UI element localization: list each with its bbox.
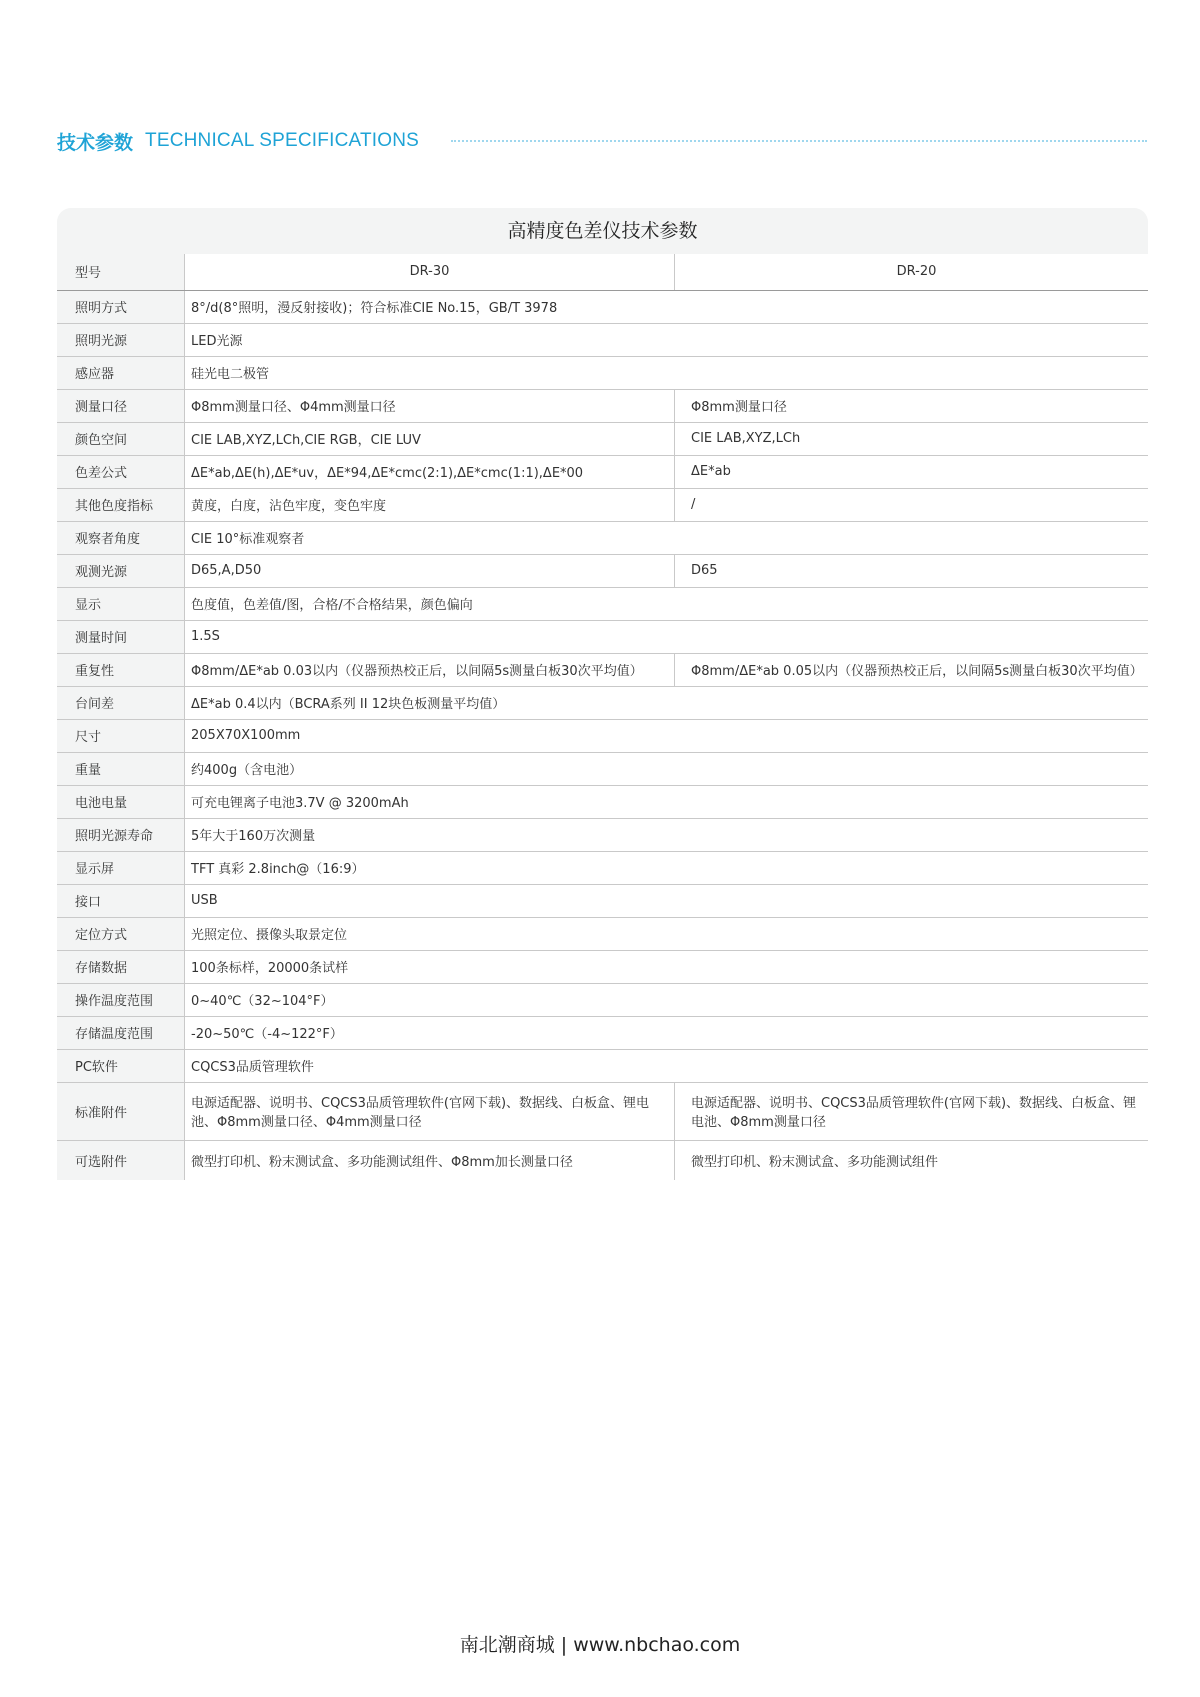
row-label: 测量时间 (57, 620, 185, 653)
row-label: 色差公式 (57, 455, 185, 488)
row-label: 照明方式 (57, 290, 185, 323)
footer-brand: 南北潮商城 | www.nbchao.com (459, 1634, 741, 1656)
row-label: 尺寸 (57, 719, 185, 752)
spec-row (57, 620, 1148, 653)
row-value-dr20: 电源适配器、说明书、CQCS3品质管理软件(官网下载)、数据线、白板盒、锂电池、Φ8mm测量口径 (675, 1082, 1149, 1140)
row-value-shared: ΔE*ab 0.4以内（BCRA系列 II 12块色板测量平均值） (185, 686, 1149, 719)
spec-row (57, 1082, 1148, 1140)
row-label: 观察者角度 (57, 521, 185, 554)
spec-row (57, 653, 1148, 686)
row-label: 颜色空间 (57, 422, 185, 455)
row-label: 型号 (57, 254, 185, 290)
row-value-dr30: Φ8mm/ΔE*ab 0.03以内（仪器预热校正后，以间隔5s测量白板30次平均值） (185, 653, 675, 686)
spec-table (57, 254, 1148, 1180)
spec-row (57, 719, 1148, 752)
section-title-en: TECHNICAL SPECIFICATIONS (145, 130, 420, 151)
spec-row (57, 851, 1148, 884)
row-value-shared: 8°/d(8°照明，漫反射接收)；符合标准CIE No.15，GB/T 3978 (185, 290, 1149, 323)
row-label: PC软件 (57, 1049, 185, 1082)
row-label: 存储数据 (57, 950, 185, 983)
spec-row (57, 422, 1148, 455)
row-value-dr20: CIE LAB,XYZ,LCh (675, 422, 1149, 455)
row-label: 存储温度范围 (57, 1016, 185, 1049)
spec-row (57, 323, 1148, 356)
row-label: 电池电量 (57, 785, 185, 818)
row-value-dr20: D65 (675, 554, 1149, 587)
row-value-shared: 可充电锂离子电池3.7V @ 3200mAh (185, 785, 1149, 818)
spec-row (57, 521, 1148, 554)
row-label: 定位方式 (57, 917, 185, 950)
row-value-shared: 1.5S (185, 620, 1149, 653)
row-value-dr30: D65,A,D50 (185, 554, 675, 587)
spec-row (57, 587, 1148, 620)
dotted-divider (451, 140, 1147, 142)
spec-row (57, 356, 1148, 389)
row-value-shared: 0~40℃（32~104°F） (185, 983, 1149, 1016)
spec-row (57, 818, 1148, 851)
spec-row (57, 554, 1148, 587)
model-dr30: DR-30 (185, 254, 675, 290)
row-value-shared: LED光源 (185, 323, 1149, 356)
row-value-shared: CQCS3品质管理软件 (185, 1049, 1149, 1082)
section-title-cn: 技术参数 (57, 131, 134, 154)
section-header (57, 126, 1147, 156)
row-label: 可选附件 (57, 1140, 185, 1180)
row-value-dr20: 微型打印机、粉末测试盒、多功能测试组件 (675, 1140, 1149, 1180)
row-label: 测量口径 (57, 389, 185, 422)
row-value-shared: TFT 真彩 2.8inch@（16:9） (185, 851, 1149, 884)
row-label: 照明光源 (57, 323, 185, 356)
row-value-shared: 205X70X100mm (185, 719, 1149, 752)
row-value-shared: 100条标样，20000条试样 (185, 950, 1149, 983)
row-label: 接口 (57, 884, 185, 917)
spec-row (57, 950, 1148, 983)
row-label: 显示屏 (57, 851, 185, 884)
row-label: 重量 (57, 752, 185, 785)
row-value-dr20: Φ8mm测量口径 (675, 389, 1149, 422)
row-value-dr30: Φ8mm测量口径、Φ4mm测量口径 (185, 389, 675, 422)
row-value-dr30: 黄度，白度，沾色牢度，变色牢度 (185, 488, 675, 521)
row-value-dr30: CIE LAB,XYZ,LCh,CIE RGB，CIE LUV (185, 422, 675, 455)
row-label: 照明光源寿命 (57, 818, 185, 851)
spec-row (57, 752, 1148, 785)
spec-row (57, 785, 1148, 818)
model-dr20: DR-20 (675, 254, 1149, 290)
row-value-shared: 光照定位、摄像头取景定位 (185, 917, 1149, 950)
row-value-dr20: Φ8mm/ΔE*ab 0.05以内（仪器预热校正后，以间隔5s测量白板30次平均值） (675, 653, 1149, 686)
spec-row (57, 884, 1148, 917)
row-value-dr30: 电源适配器、说明书、CQCS3品质管理软件(官网下载)、数据线、白板盒、锂电池、Φ8mm测量口径、Φ4mm测量口径 (185, 1082, 675, 1140)
spec-row (57, 290, 1148, 323)
row-value-shared: USB (185, 884, 1149, 917)
row-label: 观测光源 (57, 554, 185, 587)
row-label: 台间差 (57, 686, 185, 719)
spec-row (57, 455, 1148, 488)
row-value-shared: 硅光电二极管 (185, 356, 1149, 389)
spec-row (57, 389, 1148, 422)
row-label: 操作温度范围 (57, 983, 185, 1016)
spec-row (57, 1140, 1148, 1180)
row-value-dr20: ΔE*ab (675, 455, 1149, 488)
row-value-shared: 约400g（含电池） (185, 752, 1149, 785)
spec-row (57, 488, 1148, 521)
row-value-dr30: 微型打印机、粉末测试盒、多功能测试组件、Φ8mm加长测量口径 (191, 1154, 573, 1170)
row-label: 感应器 (57, 356, 185, 389)
row-label: 标准附件 (57, 1082, 185, 1140)
row-value-shared: -20~50℃（-4~122°F） (185, 1016, 1149, 1049)
row-label: 重复性 (57, 653, 185, 686)
row-value-shared: 色度值，色差值/图，合格/不合格结果，颜色偏向 (185, 587, 1149, 620)
model-row (57, 254, 1148, 290)
row-value-shared: CIE 10°标准观察者 (185, 521, 1149, 554)
row-value-dr20: / (675, 488, 1149, 521)
spec-row (57, 917, 1148, 950)
row-label: 其他色度指标 (57, 488, 185, 521)
spec-row (57, 686, 1148, 719)
row-value-dr30: ΔE*ab,ΔE(h),ΔE*uv，ΔE*94,ΔE*cmc(2:1),ΔE*cmc(1:1),ΔE*00 (185, 455, 675, 488)
row-label: 显示 (57, 587, 185, 620)
row-value-shared: 5年大于160万次测量 (185, 818, 1149, 851)
spec-table-title: 高精度色差仪技术参数 (57, 208, 1148, 254)
spec-row (57, 983, 1148, 1016)
spec-table-container (57, 208, 1148, 1180)
spec-row (57, 1049, 1148, 1082)
spec-row (57, 1016, 1148, 1049)
